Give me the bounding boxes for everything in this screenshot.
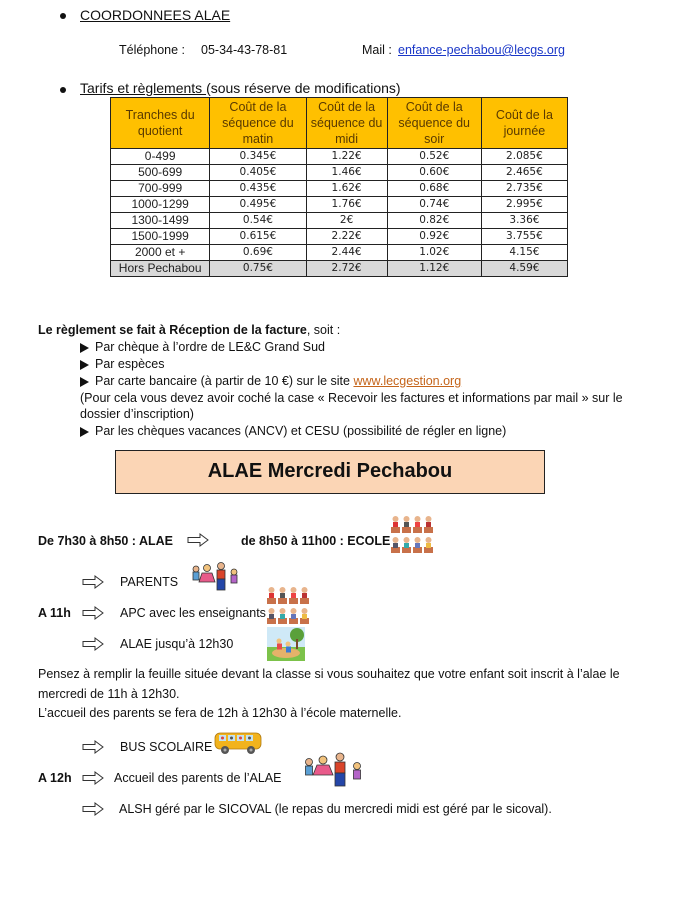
payment-item-carte: Par carte bancaire (à partir de 10 €) sur le site www.lecgestion.org [80, 374, 461, 388]
tarifs-heading-note: (sous réserve de modifications) [206, 80, 401, 96]
hollow-right-arrow-icon [82, 802, 104, 816]
cell-journee: 3.755€ [481, 229, 567, 245]
payment-item-ancv: Par les chèques vacances (ANCV) et CESU (possibilité de régler en ligne) [80, 424, 506, 438]
col-header-midi: Coût de la séquence du midi [306, 98, 387, 149]
morning-alae: De 7h30 à 8h50 : ALAE [38, 534, 174, 548]
reglement-intro [38, 323, 340, 337]
cell-matin: 0.345€ [210, 149, 306, 165]
reglement-intro-bold: Le règlement se fait à Réception de la facture [38, 323, 307, 337]
cell-tranche: 0-499 [111, 149, 210, 165]
triangle-bullet-icon [80, 377, 89, 387]
a12h-option-bus: BUS SCOLAIRE [120, 740, 213, 754]
bullet-icon [60, 87, 66, 93]
cell-matin: 0.495€ [210, 197, 306, 213]
mail-label: Mail : [362, 43, 392, 57]
a12h-option-accueil: Accueil des parents de l’ALAE [114, 771, 282, 785]
mercredi-title-box [115, 450, 545, 494]
cell-journee: 4.59€ [481, 261, 567, 277]
cell-midi: 1.46€ [306, 165, 387, 181]
col-header-journee: Coût de la journée [481, 98, 567, 149]
table-header-row [111, 98, 568, 149]
a11h-option-alae: ALAE jusqu’à 12h30 [120, 637, 234, 651]
table-row [111, 165, 568, 181]
tarifs-heading [80, 80, 401, 96]
cell-midi: 2.72€ [306, 261, 387, 277]
cell-soir: 0.60€ [387, 165, 481, 181]
cell-soir: 0.92€ [387, 229, 481, 245]
hollow-right-arrow-icon [82, 637, 104, 651]
cell-midi: 1.62€ [306, 181, 387, 197]
cell-tranche: 500-699 [111, 165, 210, 181]
col-header-matin: Coût de la séquence du matin [210, 98, 306, 149]
cell-soir: 0.68€ [387, 181, 481, 197]
table-row [111, 229, 568, 245]
bullet-icon [60, 13, 66, 19]
col-header-tranches: Tranches du quotient [111, 98, 210, 149]
cell-midi: 2.44€ [306, 245, 387, 261]
classroom-children-icon [389, 515, 435, 557]
school-bus-icon [214, 731, 262, 756]
table-row [111, 181, 568, 197]
payment-item-especes: Par espèces [80, 357, 164, 371]
cell-tranche: 700-999 [111, 181, 210, 197]
payment-item-cheque: Par chèque à l’ordre de LE&C Grand Sud [80, 340, 325, 354]
col-header-soir: Coût de la séquence du soir [387, 98, 481, 149]
classroom-children-icon [265, 586, 311, 628]
cell-matin: 0.405€ [210, 165, 306, 181]
table-row [111, 245, 568, 261]
table-row [111, 213, 568, 229]
cell-soir: 1.12€ [387, 261, 481, 277]
morning-ecole: de 8h50 à 11h00 : ECOLE [241, 534, 391, 548]
phone-label: Téléphone : [119, 43, 186, 57]
mercredi-title: ALAE Mercredi Pechabou [207, 460, 453, 482]
table-row [111, 197, 568, 213]
payment-note-line2: dossier d’inscription) [80, 407, 194, 421]
triangle-bullet-icon [80, 360, 89, 370]
cell-journee: 4.15€ [481, 245, 567, 261]
cell-soir: 0.52€ [387, 149, 481, 165]
cell-tranche: 1500-1999 [111, 229, 210, 245]
cell-tranche: Hors Pechabou [111, 261, 210, 277]
cell-journee: 3.36€ [481, 213, 567, 229]
cell-tranche: 2000 et + [111, 245, 210, 261]
mercredi-note-line3: L’accueil des parents se fera de 12h à 12h30 à l’école maternelle. [38, 706, 402, 720]
cell-tranche: 1000-1299 [111, 197, 210, 213]
cell-soir: 0.74€ [387, 197, 481, 213]
cell-journee: 2.085€ [481, 149, 567, 165]
cell-journee: 2.735€ [481, 181, 567, 197]
a12h-option-alsh: ALSH géré par le SICOVAL (le repas du mercredi midi est géré par le sicoval). [119, 802, 552, 816]
cell-matin: 0.75€ [210, 261, 306, 277]
playground-icon [267, 627, 305, 661]
cell-journee: 2.995€ [481, 197, 567, 213]
contact-heading: COORDONNEES ALAE [80, 7, 231, 23]
family-icon [190, 562, 244, 592]
a11h-option-apc: APC avec les enseignants [120, 606, 266, 620]
cell-soir: 1.02€ [387, 245, 481, 261]
table-row [111, 261, 568, 277]
hollow-right-arrow-icon [82, 740, 104, 754]
cell-journee: 2.465€ [481, 165, 567, 181]
table-row [111, 149, 568, 165]
cell-matin: 0.615€ [210, 229, 306, 245]
mail-link[interactable]: enfance-pechabou@lecgs.org [398, 43, 565, 57]
cell-soir: 0.82€ [387, 213, 481, 229]
cell-midi: 2€ [306, 213, 387, 229]
reglement-intro-rest: , soit : [306, 323, 341, 337]
a12h-label: A 12h [38, 771, 72, 785]
cell-midi: 2.22€ [306, 229, 387, 245]
mercredi-note-line2: mercredi de 11h à 12h30. [38, 687, 180, 701]
cell-midi: 1.22€ [306, 149, 387, 165]
a11h-option-parents: PARENTS [120, 575, 179, 589]
cell-matin: 0.435€ [210, 181, 306, 197]
hollow-right-arrow-icon [187, 533, 209, 547]
tarifs-table [110, 97, 568, 277]
family-icon [302, 752, 368, 788]
hollow-right-arrow-icon [82, 575, 104, 589]
phone-value: 05-34-43-78-81 [201, 43, 288, 57]
lecgestion-link[interactable]: www.lecgestion.org [353, 374, 462, 388]
payment-note-line1: (Pour cela vous devez avoir coché la case « Recevoir les factures et informations par mail » sur le [80, 391, 623, 405]
mercredi-note-line1: Pensez à remplir la feuille située devant la classe si vous souhaitez que votre enfant soit inscrit à l’alae le [38, 667, 620, 681]
cell-midi: 1.76€ [306, 197, 387, 213]
cell-matin: 0.54€ [210, 213, 306, 229]
hollow-right-arrow-icon [82, 771, 104, 785]
triangle-bullet-icon [80, 343, 89, 353]
triangle-bullet-icon [80, 427, 89, 437]
cell-tranche: 1300-1499 [111, 213, 210, 229]
cell-matin: 0.69€ [210, 245, 306, 261]
hollow-right-arrow-icon [82, 606, 104, 620]
tarifs-heading-main: Tarifs et règlements [80, 80, 207, 96]
a11h-label: A 11h [38, 606, 71, 620]
